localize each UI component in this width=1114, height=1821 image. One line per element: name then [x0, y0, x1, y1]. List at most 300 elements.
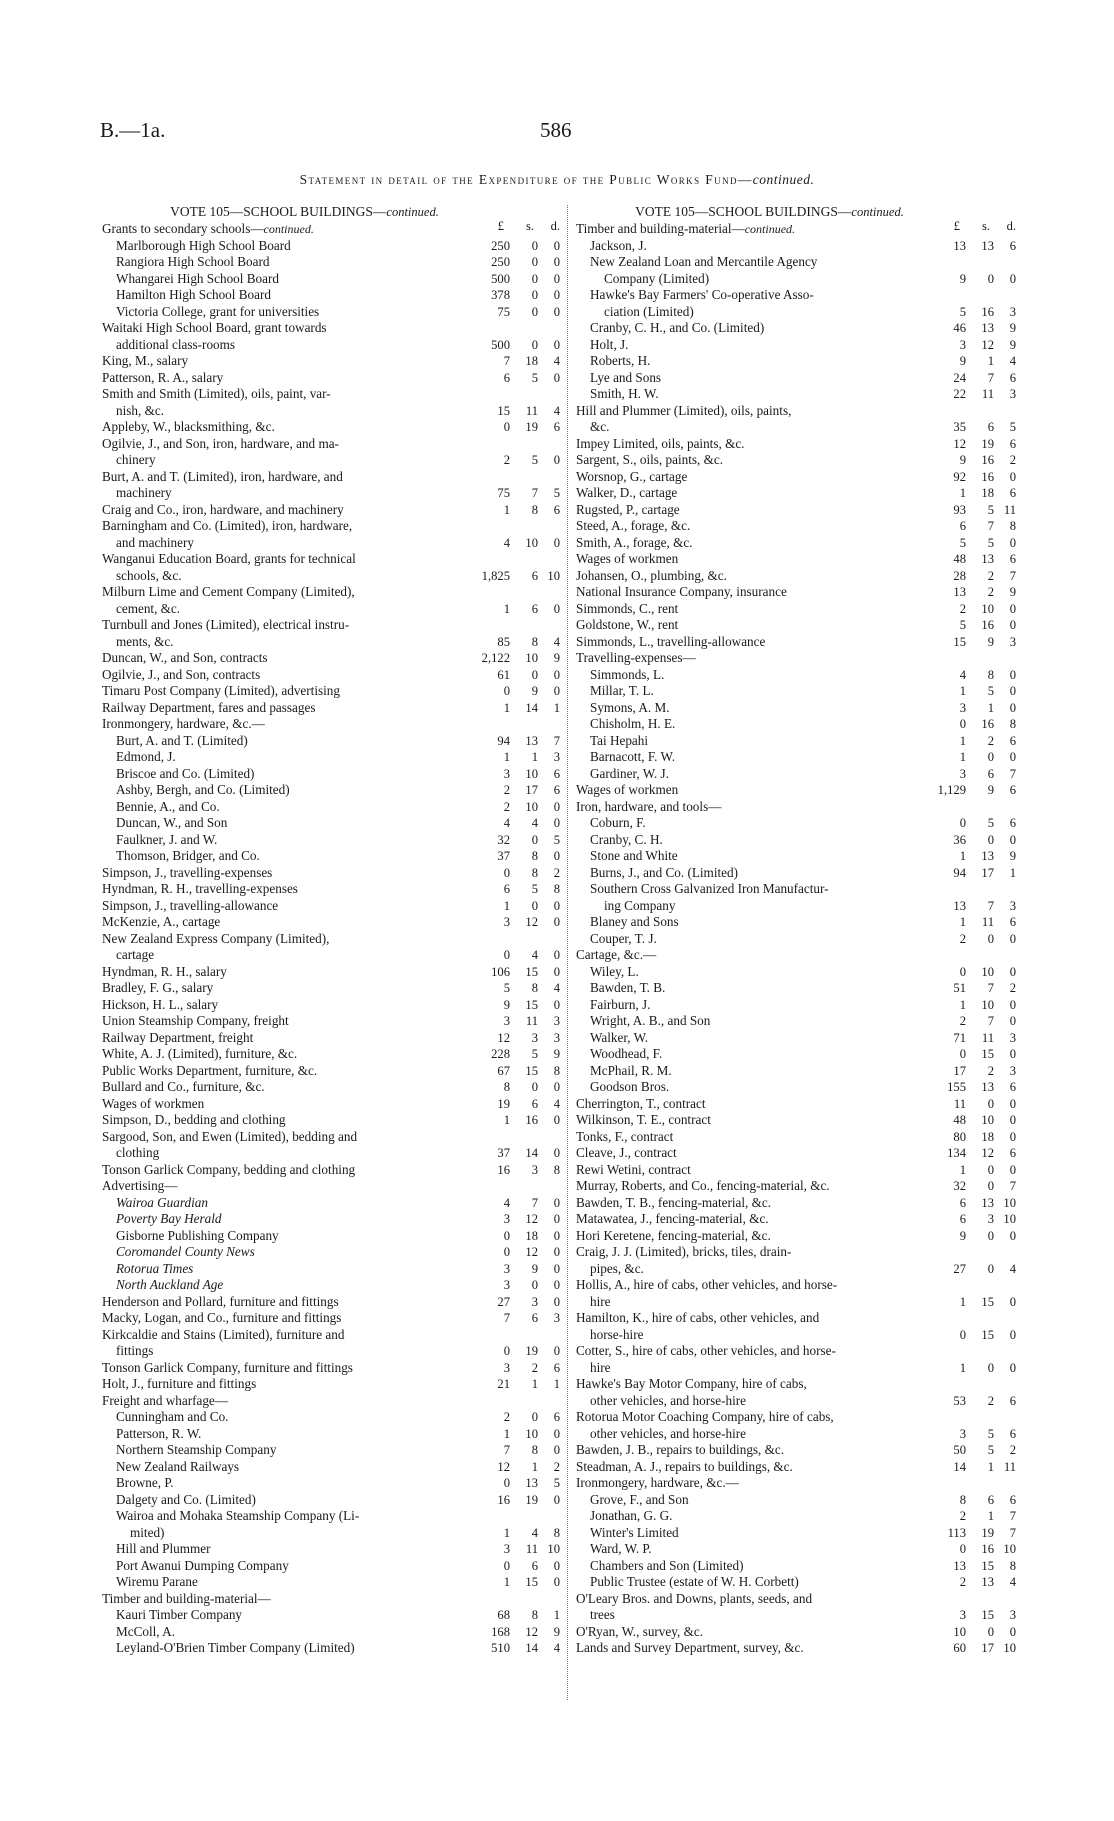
expenditure-description: Burns, J., and Co. (Limited) [590, 864, 738, 880]
expenditure-row [102, 1244, 562, 1261]
expenditure-row [102, 1211, 562, 1228]
amount-pence: 0 [553, 799, 560, 814]
expenditure-description: Timber and building-material— [102, 1590, 271, 1606]
expenditure-description: horse-hire [590, 1326, 644, 1342]
expenditure-row [102, 1228, 562, 1245]
expenditure-description: hire [590, 1293, 611, 1309]
amount [926, 1575, 1018, 1591]
amount [470, 1344, 562, 1360]
left-column: VOTE 105—SCHOOL BUILDINGS—continued. £ s. d. Grants to secondary schools—continued. Marlborough High School Board 250 0 0 Rangiora High School Board 250 0 0 Whangarei High School Board 500 0 0 Hamilton High School Board 378 0 0 Victoria College, grant for universities 75 0 0 Waitaki High School Board, grant towards additional class-rooms 500 0 0 King, M., salary 7 18 4 Patterson, R. A., salary 6 5 0 Smith and Smith (Limited), oils, paint, var- nish, &c. 15 11 4 Appleby, W., blacksmithing, &c. 0 19 6 Ogilvie, J., and Son, iron, hardware, and ma- chinery 2 5 0 Burt, A. and T. (Limited), iron, hardware, and machinery 75 7 5 Craig and Co., iron, hardware, and machinery 1 8 6 Barningham and Co. (Limited), iron, hardware, and machinery 4 10 0 Wanganui Education Board, grants for technical schools, &c. 1,825 6 10 Milburn Lime and Cement Company (Limited), cement, &c. 1 6 0 Turnbull and Jones (Limited), electrical instru- ments, &c. 85 8 4 Duncan, W., and Son, contracts 2,122 10 9 Ogilvie, J., and Son, contracts 61 0 0 Timaru Post Company (Limited), advertising 0 9 0 Railway Department, fares and passages 1 14 1 Ironmongery, hardware, &c.— Burt, A. and T. (Limited) 94 13 7 Edmond, J. 1 1 3 Briscoe and Co. (Limited) 3 10 6 Ashby, Bergh, and Co. (Limited) 2 17 6 Bennie, A., and Co. 2 10 0 Duncan, W., and Son 4 4 0 Faulkner, J. and W. 32 0 5 Thomson, Bridger, and Co. 37 8 0 Simpson, J., travelling-expenses 0 8 2 Hyndman, R. H., travelling-expenses 6 5 8 Simpson, J., travelling-allowance 1 0 0 McKenzie, A., cartage 3 12 0 New Zealand Express Company (Limited), cartage 0 4 0 Hyndman, R. H., salary 106 15 0 Bradley, F. G., salary 5 8 4 Hickson, H. L., salary 9 15 0 Union Steamship Company, freight 3 11 3 Railway Department, freight 12 3 3 White, A. J. (Limited), furniture, &c. 228 5 9 Public Works Department, furniture, &c. 67 15 8 Bullard and Co., furniture, &c. 8 0 0 Wages of workmen 19 6 4 Simpson, D., bedding and clothing 1 16 0 Sargood, Son, and Ewen (Limited), bedding and clothing 37 14 0 Tonson Garlick Company, bedding and clothing 16 3 8 Advertising— Wairoa Guardian 4 7 0 Poverty Bay Herald 3 12 0 Gisborne Publishing Company 0 18 0 Coromandel County News 0 12 0 Rotorua Times 3 9 0 North Auckland Age 3 0 0 Henderson and Pollard, furniture and fittings 27 3 0 Macky, Logan, and Co., furniture and fittings 7 6 3 Kirkcaldie and Stains (Limited), furniture and fittings 0 19 0 Tonson Garlick Company, furniture and fittings 3 2 6 Holt, J., furniture and fittings 21 1 1 Freight and wharfage— Cunningham and Co. 2 0 6 Patterson, R. W. 1 10 0 Northern Steamship Company 7 8 0 New Zealand Railways 12 1 2 Browne, P. 0 13 5 Dalgety and Co. (Limited) 16 19 0 Wairoa and Mohaka Steamship Company (Li- mited) 1 4 8 Hill and Plummer 3 11 10 Port Awanui Dumping Company 0 6 0 Wiremu Parane 1 15 0 Timber and building-material— Kauri Timber Company 68 8 1 McColl, A. 168 12 9 Leyland-O'Brien Timber Company (Limited) 510 14 4 [102, 204, 560, 1655]
expenditure-description: Ashby, Bergh, and Co. (Limited) [116, 782, 290, 797]
amount [926, 766, 1018, 782]
expenditure-row [576, 1046, 1018, 1063]
amount-pounds: 60 [953, 1641, 966, 1655]
amount [470, 1525, 562, 1541]
expenditure-description: Gardiner, W. J. [590, 765, 669, 781]
expenditure-row [576, 683, 1018, 700]
expenditure-row [576, 1228, 1018, 1245]
expenditure-description: Cranby, C. H., and Co. (Limited) [590, 320, 765, 335]
amount-pence: 0 [553, 849, 560, 863]
amount-pounds: 6 [503, 370, 510, 385]
amount [470, 915, 562, 931]
amount-pence: 0 [1009, 1014, 1016, 1028]
amount [470, 1080, 562, 1096]
amount-shillings: 4 [531, 948, 538, 962]
amount-pounds: 0 [503, 1558, 510, 1573]
amount [470, 1063, 562, 1079]
amount [926, 1459, 1018, 1475]
expenditure-row [102, 419, 562, 436]
amount-pence: 3 [553, 750, 560, 764]
amount-shillings: 0 [531, 337, 538, 352]
expenditure-row [576, 1508, 1018, 1525]
expenditure-row [576, 1459, 1018, 1476]
amount-shillings: 3 [531, 1030, 538, 1045]
expenditure-row [576, 997, 1018, 1014]
amount-pounds: 12 [497, 1459, 510, 1474]
amount [926, 733, 1018, 749]
expenditure-row [102, 1195, 562, 1212]
expenditure-description: Southern Cross Galvanized Iron Manufactur- [590, 881, 829, 896]
amount-pounds: 155 [947, 1080, 966, 1094]
amount-pounds: 7 [503, 1443, 510, 1457]
amount [470, 304, 562, 320]
amount [470, 1426, 562, 1442]
expenditure-row [576, 254, 1018, 271]
expenditure-description: Jonathan, G. G. [590, 1508, 673, 1523]
expenditure-description: Kirkcaldie and Stains (Limited), furniture and [102, 1326, 345, 1342]
amount-pence: 0 [553, 1443, 560, 1457]
expenditure-row [102, 1541, 562, 1558]
expenditure-row [102, 914, 562, 931]
amount-pence: 9 [1009, 337, 1016, 352]
expenditure-description: Freight and wharfage— [102, 1392, 228, 1408]
amount [926, 915, 1018, 931]
expenditure-description: Cleave, J., contract [576, 1145, 677, 1160]
amount-pence: 6 [1009, 1426, 1016, 1441]
expenditure-description: Railway Department, fares and passages [102, 699, 316, 715]
amount-pence: 0 [1009, 964, 1016, 979]
amount-shillings: 11 [981, 387, 994, 401]
amount [926, 1113, 1018, 1129]
amount [926, 1080, 1018, 1096]
amount-shillings: 17 [981, 1641, 994, 1655]
expenditure-row [102, 551, 562, 568]
amount-pounds: 5 [503, 981, 510, 995]
expenditure-description: Wright, A. B., and Son [590, 1013, 711, 1028]
amount-pounds: 12 [953, 436, 966, 451]
expenditure-row [102, 1030, 562, 1047]
expenditure-row [102, 518, 562, 535]
amount [926, 1014, 1018, 1030]
expenditure-row [576, 584, 1018, 601]
amount-pounds: 16 [497, 1492, 510, 1507]
amount [470, 997, 562, 1013]
amount-shillings: 1 [987, 700, 994, 715]
amount [926, 238, 1018, 254]
amount-pounds: 15 [497, 403, 510, 418]
amount-pence: 8 [1009, 1558, 1016, 1573]
amount [470, 238, 562, 254]
expenditure-description: Duncan, W., and Son [116, 815, 228, 830]
expenditure-row [102, 1112, 562, 1129]
expenditure-description: Tai Hepahi [590, 732, 649, 748]
amount [470, 403, 562, 419]
amount-pence: 6 [1009, 1393, 1016, 1408]
amount-pounds: 0 [503, 1344, 510, 1358]
page-title [0, 172, 1114, 188]
expenditure-row [576, 1112, 1018, 1129]
amount-shillings: 16 [525, 1113, 538, 1127]
amount-pounds: 500 [491, 337, 510, 352]
expenditure-row [576, 1195, 1018, 1212]
expenditure-description: Browne, P. [116, 1475, 174, 1490]
expenditure-description: Murray, Roberts, and Co., fencing-material, &c. [576, 1178, 830, 1193]
amount [926, 981, 1018, 997]
expenditure-row [576, 749, 1018, 766]
expenditure-row [102, 1063, 562, 1080]
amount-shillings: 5 [987, 816, 994, 830]
amount-shillings: 2 [531, 1360, 538, 1375]
expenditure-row [102, 1343, 562, 1360]
amount [470, 1245, 562, 1261]
amount-pounds: 106 [491, 964, 510, 979]
amount [470, 816, 562, 832]
amount-pence: 5 [553, 1476, 560, 1490]
expenditure-description: Symons, A. M. [590, 699, 670, 715]
amount [470, 700, 562, 716]
amount-shillings: 5 [531, 453, 538, 467]
amount-pounds: 22 [953, 387, 966, 401]
amount-shillings: 12 [525, 1624, 538, 1639]
amount-pounds: 2 [503, 1410, 510, 1424]
expenditure-row [576, 947, 1018, 964]
amount-pounds: 13 [953, 898, 966, 913]
amount-pence: 6 [553, 783, 560, 797]
amount-pounds: 27 [953, 1261, 966, 1276]
amount-pence: 0 [553, 1294, 560, 1309]
expenditure-description: Blaney and Sons [590, 914, 679, 929]
amount-pounds: 378 [491, 288, 510, 302]
amount-pounds: 1 [503, 1525, 510, 1540]
expenditure-row [576, 1343, 1018, 1360]
expenditure-row [576, 403, 1018, 420]
amount-shillings: 17 [525, 783, 538, 797]
expenditure-row [576, 337, 1018, 354]
expenditure-description: Simpson, J., travelling-expenses [102, 864, 273, 880]
expenditure-description: Whangarei High School Board [116, 270, 279, 286]
amount-shillings: 13 [981, 849, 994, 863]
amount-pence: 7 [553, 733, 560, 748]
amount-shillings: 15 [525, 997, 538, 1012]
amount-shillings: 16 [981, 469, 994, 484]
amount-pence: 6 [1009, 1146, 1016, 1160]
expenditure-row [576, 1327, 1018, 1344]
amount-pounds: 27 [497, 1294, 510, 1309]
expenditure-description: Goldstone, W., rent [576, 617, 679, 632]
expenditure-row [102, 584, 562, 601]
amount [926, 568, 1018, 584]
amount [926, 832, 1018, 848]
expenditure-row [102, 370, 562, 387]
amount-pounds: 67 [497, 1063, 510, 1078]
expenditure-description: Union Steamship Company, freight [102, 1013, 289, 1028]
continued-note: continued. [744, 222, 796, 236]
amount-pence: 1 [553, 700, 560, 715]
amount-shillings: 1 [987, 1459, 994, 1474]
amount-shillings: 0 [987, 1162, 994, 1177]
expenditure-description: Advertising— [102, 1178, 178, 1193]
amount-pence: 0 [1009, 1047, 1016, 1061]
expenditure-description: Sargent, S., oils, paints, &c. [576, 452, 724, 467]
expenditure-row [102, 1310, 562, 1327]
expenditure-row [576, 733, 1018, 750]
amount-shillings: 19 [981, 436, 994, 451]
amount-pence: 0 [1009, 931, 1016, 946]
amount-shillings: 4 [531, 816, 538, 830]
expenditure-description: Patterson, R. W. [116, 1425, 202, 1441]
expenditure-row [102, 1046, 562, 1063]
amount-pence: 7 [1009, 1509, 1016, 1523]
expenditure-description: Walker, D., cartage [576, 485, 678, 500]
expenditure-row [576, 353, 1018, 370]
amount-shillings: 6 [531, 1311, 538, 1325]
amount [470, 1047, 562, 1063]
expenditure-row [576, 832, 1018, 849]
amount-pounds: 250 [491, 255, 510, 269]
amount [470, 651, 562, 667]
expenditure-row [102, 1640, 562, 1657]
amount-shillings: 6 [531, 601, 538, 616]
amount-pence: 11 [1003, 502, 1016, 517]
expenditure-description: Turnbull and Jones (Limited), electrical instru- [102, 617, 350, 632]
amount-shillings: 0 [531, 1410, 538, 1424]
amount [926, 1047, 1018, 1063]
amount-shillings: 0 [531, 288, 538, 302]
amount-shillings: 2 [987, 1393, 994, 1408]
amount [470, 271, 562, 287]
expenditure-description: Simpson, J., travelling-allowance [102, 897, 279, 913]
expenditure-description: Hori Keretene, fencing-material, &c. [576, 1227, 771, 1243]
expenditure-description: Leyland-O'Brien Timber Company (Limited) [116, 1640, 355, 1655]
expenditure-row [102, 1426, 562, 1443]
expenditure-description: Hill and Plummer [116, 1541, 211, 1556]
amount-pence: 0 [1009, 1228, 1016, 1243]
expenditure-description: Northern Steamship Company [116, 1442, 277, 1457]
amount-pounds: 9 [959, 1228, 966, 1243]
amount [926, 304, 1018, 320]
amount-shillings: 16 [981, 717, 994, 731]
expenditure-description: chinery [116, 452, 156, 467]
amount [470, 255, 562, 271]
right-column: VOTE 105—SCHOOL BUILDINGS—continued. £ s. d. Timber and building-material—continued. Jackson, J. 13 13 6 New Zealand Loan and Mercantile Agency Company (Limited) 9 0 0 Hawke's Bay Farmers' Co-operative Asso- ciation (Limited) 5 16 3 Cranby, C. H., and Co. (Limited) 46 13 9 Holt, J. 3 12 9 Roberts, H. 9 1 4 Lye and Sons 24 7 6 Smith, H. W. 22 11 3 Hill and Plummer (Limited), oils, paints, &c. 35 6 5 Impey Limited, oils, paints, &c. 12 19 6 Sargent, S., oils, paints, &c. 9 16 2 Worsnop, G., cartage 92 16 0 Walker, D., cartage 1 18 6 Rugsted, P., cartage 93 5 11 Steed, A., forage, &c. 6 7 8 Smith, A., forage, &c. 5 5 0 Wages of workmen 48 13 6 Johansen, O., plumbing, &c. 28 2 7 National Insurance Company, insurance 13 2 9 Simmonds, C., rent 2 10 0 Goldstone, W., rent 5 16 0 Simmonds, L., travelling-allowance 15 9 3 Travelling-expenses— Simmonds, L. 4 8 0 Millar, T. L. 1 5 0 Symons, A. M. 3 1 0 Chisholm, H. E. 0 16 8 Tai Hepahi 1 2 6 Barnacott, F. W. 1 0 0 Gardiner, W. J. 3 6 7 Wages of workmen 1,129 9 6 Iron, hardware, and tools— Coburn, F. 0 5 6 Cranby, C. H. 36 0 0 Stone and White 1 13 9 Burns, J., and Co. (Limited) 94 17 1 Southern Cross Galvanized Iron Manufactur- ing Company 13 7 3 Blaney and Sons 1 11 6 Couper, T. J. 2 0 0 Cartage, &c.— Wiley, L. 0 10 0 Bawden, T. B. 51 7 2 Fairburn, J. 1 10 0 Wright, A. B., and Son 2 7 0 Walker, W. 71 11 3 Woodhead, F. 0 15 0 McPhail, R. M. 17 2 3 Goodson Bros. 155 13 6 Cherrington, T., contract 11 0 0 Wilkinson, T. E., contract 48 10 0 Tonks, F., contract 80 18 0 Cleave, J., contract 134 12 6 Rewi Wetini, contract 1 0 0 Murray, Roberts, and Co., fencing-material, &c. 32 0 7 Bawden, T. B., fencing-material, &c. 6 13 10 Matawatea, J., fencing-material, &c. 6 3 10 Hori Keretene, fencing-material, &c. 9 0 0 Craig, J. J. (Limited), bricks, tiles, drain- pipes, &c. 27 0 4 Hollis, A., hire of cabs, other vehicles, and horse- hire 1 15 0 Hamilton, K., hire of cabs, other vehicles, and horse-hire 0 15 0 Cotter, S., hire of cabs, other vehicles, and horse- hire 1 0 0 Hawke's Bay Motor Company, hire of cabs, other vehicles, and horse-hire 53 2 6 Rotorua Motor Coaching Company, hire of cabs, other vehicles, and horse-hire 3 5 6 Bawden, J. B., repairs to buildings, &c. 50 5 2 Steadman, A. J., repairs to buildings, &c. 14 1 11 Ironmongery, hardware, &c.— Grove, F., and Son 8 6 6 Jonathan, G. G. 2 1 7 Winter's Limited 113 19 7 Ward, W. P. 0 16 10 Chambers and Son (Limited) 13 15 8 Public Trustee (estate of W. H. Corbett) 2 13 4 O'Leary Bros. and Downs, plants, seeds, and trees 3 15 3 O'Ryan, W., survey, &c. 10 0 0 Lands and Survey Department, survey, &c. 60 17 10 [576, 204, 1016, 1655]
amount-shillings: 15 [525, 1575, 538, 1589]
expenditure-description: Bawden, T. B., fencing-material, &c. [576, 1194, 772, 1210]
amount-pence: 4 [553, 634, 560, 649]
amount-pounds: 9 [959, 453, 966, 467]
amount-pence: 6 [1009, 370, 1016, 385]
expenditure-row [102, 716, 562, 733]
expenditure-row [576, 271, 1018, 288]
amount-shillings: 7 [987, 898, 994, 913]
expenditure-description: Public Trustee (estate of W. H. Corbett) [590, 1574, 799, 1589]
amount-pence: 3 [1009, 387, 1016, 401]
amount-pounds: 1 [959, 684, 966, 698]
amount-pence: 0 [1009, 700, 1016, 715]
amount-shillings: 9 [987, 783, 994, 797]
amount [470, 502, 562, 518]
expenditure-list-left [102, 221, 562, 1657]
expenditure-description: Ironmongery, hardware, &c.— [576, 1475, 739, 1490]
expenditure-row [102, 1162, 562, 1179]
expenditure-row [576, 1277, 1018, 1294]
amount-pounds: 32 [497, 832, 510, 847]
amount [470, 1212, 562, 1228]
expenditure-row [102, 1459, 562, 1476]
amount-shillings: 2 [987, 1063, 994, 1078]
amount-pence: 0 [553, 964, 560, 979]
expenditure-row [576, 1360, 1018, 1377]
expenditure-description: other vehicles, and horse-hire [590, 1392, 746, 1408]
expenditure-row [576, 1013, 1018, 1030]
expenditure-description: Company (Limited) [604, 270, 710, 286]
expenditure-row [576, 865, 1018, 882]
amount [470, 1162, 562, 1178]
amount [470, 1542, 562, 1558]
amount-pence: 2 [1009, 453, 1016, 467]
amount-pence: 0 [553, 370, 560, 385]
expenditure-description: Jackson, J. [590, 237, 647, 253]
amount [926, 354, 1018, 370]
amount-pence: 1 [553, 1608, 560, 1622]
amount-pence: 0 [1009, 1113, 1016, 1127]
amount-pence: 3 [553, 1311, 560, 1325]
amount-pounds: 1 [959, 915, 966, 929]
amount-pounds: 17 [953, 1063, 966, 1078]
amount-pounds: 0 [959, 816, 966, 830]
expenditure-row [576, 1096, 1018, 1113]
expenditure-row [102, 815, 562, 832]
amount-pounds: 3 [503, 1261, 510, 1276]
amount-pounds: 75 [497, 304, 510, 319]
expenditure-description: Worsnop, G., cartage [576, 468, 688, 484]
expenditure-description: Winter's Limited [590, 1524, 679, 1540]
expenditure-description: North Auckland Age [116, 1277, 224, 1292]
expenditure-row [102, 1475, 562, 1492]
expenditure-row [102, 1096, 562, 1113]
amount-pounds: 3 [959, 1608, 966, 1622]
expenditure-description: cartage [116, 947, 155, 962]
expenditure-description: hire [590, 1359, 611, 1375]
amount-shillings: 7 [531, 486, 538, 500]
amount [470, 601, 562, 617]
expenditure-description: McColl, A. [116, 1623, 175, 1639]
amount-pence: 0 [553, 997, 560, 1012]
expenditure-description: Wilkinson, T. E., contract [576, 1112, 711, 1127]
expenditure-description: Rangiora High School Board [116, 254, 270, 269]
amount-pounds: 8 [503, 1080, 510, 1094]
amount-pence: 9 [553, 651, 560, 665]
expenditure-description: Bawden, J. B., repairs to buildings, &c. [576, 1442, 785, 1457]
amount-pounds: 3 [503, 1542, 510, 1556]
amount [470, 1311, 562, 1327]
expenditure-row [576, 1261, 1018, 1278]
amount-shillings: 2 [987, 568, 994, 583]
expenditure-row [102, 650, 562, 667]
amount-shillings: 10 [525, 651, 538, 665]
expenditure-description: New Zealand Railways [116, 1458, 240, 1474]
amount-pounds: 113 [947, 1525, 966, 1540]
expenditure-description: Johansen, O., plumbing, &c. [576, 567, 727, 583]
expenditure-row [102, 1409, 562, 1426]
amount-pounds: 93 [953, 502, 966, 517]
expenditure-row [102, 1393, 562, 1410]
amount-shillings: 6 [531, 1096, 538, 1111]
expenditure-row [102, 997, 562, 1014]
amount-shillings: 7 [531, 1195, 538, 1210]
amount [926, 601, 1018, 617]
amount-shillings: 12 [525, 1245, 538, 1259]
expenditure-row [576, 386, 1018, 403]
amount [926, 816, 1018, 832]
amount [470, 535, 562, 551]
expenditure-row [102, 964, 562, 981]
amount-pounds: 1 [503, 898, 510, 913]
amount [926, 997, 1018, 1013]
expenditure-row [102, 865, 562, 882]
expenditure-description: Hawke's Bay Farmers' Co-operative Asso- [590, 287, 814, 302]
amount-pounds: 37 [497, 849, 510, 863]
amount-pounds: 2 [959, 601, 966, 616]
expenditure-description: McPhail, R. M. [590, 1062, 672, 1078]
amount [926, 618, 1018, 634]
amount-shillings: 8 [531, 1443, 538, 1457]
amount-shillings: 12 [525, 1212, 538, 1226]
expenditure-row [102, 1591, 562, 1608]
amount-pence: 8 [553, 1525, 560, 1540]
expenditure-row [576, 782, 1018, 799]
expenditure-description: Simpson, D., bedding and clothing [102, 1112, 286, 1127]
amount-shillings: 9 [987, 634, 994, 649]
amount-shillings: 13 [981, 238, 994, 253]
expenditure-description: machinery [116, 485, 172, 500]
amount-shillings: 0 [531, 832, 538, 847]
amount-pence: 6 [553, 766, 560, 781]
amount [470, 1410, 562, 1426]
amount-shillings: 2 [987, 733, 994, 748]
amount [926, 717, 1018, 733]
vote-heading-left: VOTE 105—SCHOOL BUILDINGS—continued. [170, 204, 439, 219]
amount-shillings: 5 [987, 1443, 994, 1457]
amount-pounds: 500 [491, 271, 510, 286]
amount-pence: 3 [1009, 898, 1016, 913]
amount [470, 1443, 562, 1459]
expenditure-description: Ogilvie, J., and Son, iron, hardware, and ma- [102, 435, 339, 451]
amount-pence: 6 [1009, 486, 1016, 500]
expenditure-row [102, 931, 562, 948]
expenditure-description: Gisborne Publishing Company [116, 1227, 279, 1243]
amount-pence: 6 [1009, 1492, 1016, 1507]
expenditure-row [102, 1178, 562, 1195]
amount-pence: 0 [553, 1426, 560, 1441]
amount-pounds: 12 [497, 1030, 510, 1045]
amount [926, 436, 1018, 452]
amount-pounds: 2 [959, 931, 966, 946]
amount-pence: 0 [1009, 1327, 1016, 1342]
amount [470, 948, 562, 964]
amount-pence: 4 [1009, 1261, 1016, 1276]
amount [926, 1327, 1018, 1343]
